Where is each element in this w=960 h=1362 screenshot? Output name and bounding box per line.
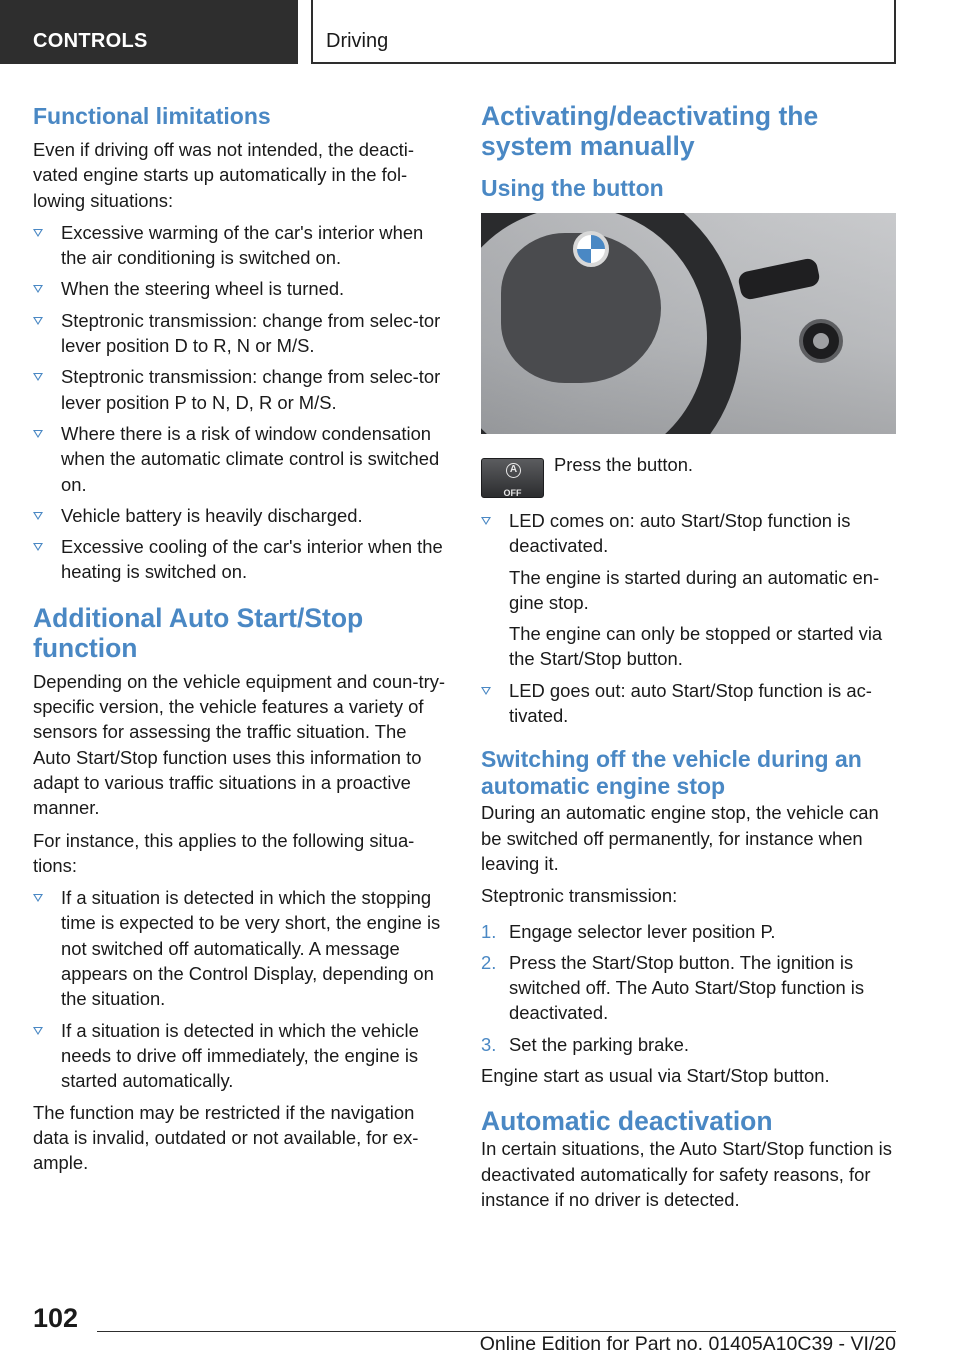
list-item: 3. Set the parking brake. — [481, 1033, 689, 1055]
triangle-bullet-icon — [33, 430, 43, 438]
chapter-title: Driving — [326, 30, 389, 52]
list-item: If a situation is detected in which the vehicle needs to drive off immediately, the engine is started automatically. — [33, 1018, 448, 1094]
triangle-bullet-icon — [481, 687, 491, 695]
list-item: LED goes out: auto Start/Stop function is ac-tivated. — [481, 678, 896, 729]
left-column — [33, 101, 448, 1182]
chapter-tab — [311, 0, 896, 64]
press-button-row — [481, 452, 896, 498]
list-item: When the steering wheel is turned. — [33, 276, 448, 301]
list-item: Steptronic transmission: change from selec-tor lever position D to R, N or M/S. — [33, 308, 448, 359]
additional-function-heading: Additional Auto Start/Stop function — [33, 602, 364, 663]
footer-divider — [97, 1331, 896, 1332]
triangle-bullet-icon — [33, 229, 43, 237]
start-stop-button-icon — [799, 319, 843, 363]
automatic-deactivation-para: In certain situations, the Auto Start/Stop function is deactivated automatically for safety reasons, for instance if no driver is detected. — [481, 1138, 892, 1210]
list-item: LED comes on: auto Start/Stop function is deactivated. The engine is started during an automatic en-gine stop. The engine can only be stopped or started via the Start/Stop button. — [481, 508, 896, 672]
list-item: Where there is a risk of window condensation when the automatic climate control is switched on. — [33, 421, 448, 497]
steering-wheel-photo — [481, 213, 896, 434]
triangle-bullet-icon — [481, 517, 491, 525]
edition-note: Online Edition for Part no. 01405A10C39 - VI/20 — [479, 1333, 896, 1355]
manual-heading: Activating/deactivating the system manually — [481, 101, 819, 161]
switching-off-heading: Switching off the vehicle during an automatic engine stop — [481, 746, 862, 800]
list-item: Vehicle battery is heavily discharged. — [33, 503, 448, 528]
triangle-bullet-icon — [33, 1027, 43, 1035]
additional-para-2: For instance, this applies to the following situa-tions: — [33, 829, 415, 876]
switching-off-para-1: During an automatic engine stop, the vehicle can be switched off permanently, for instance when leaving it. — [481, 802, 879, 874]
steps-list — [481, 919, 896, 1057]
switching-off-para-3: Engine start as usual via Start/Stop button. — [481, 1065, 830, 1087]
triangle-bullet-icon — [33, 894, 43, 902]
triangle-bullet-icon — [33, 512, 43, 520]
auto-start-stop-off-icon: A OFF — [481, 458, 544, 498]
list-item: 1. Engage selector lever position P. — [481, 920, 776, 942]
functional-limitations-intro: Even if driving off was not intended, the deacti-vated engine starts up automatically in the fol-lowing situations: — [33, 139, 414, 211]
automatic-deactivation-heading: Automatic deactivation — [481, 1106, 773, 1137]
list-item: Steptronic transmission: change from selec-tor lever position P to N, D, R or M/S. — [33, 364, 448, 415]
led-list — [481, 508, 896, 728]
list-item: Excessive warming of the car's interior when the air conditioning is switched on. — [33, 220, 448, 271]
brand-logo-icon — [573, 231, 609, 267]
using-button-heading: Using the button — [481, 175, 664, 201]
functional-limitations-list — [33, 220, 448, 585]
triangle-bullet-icon — [33, 285, 43, 293]
additional-para-1: Depending on the vehicle equipment and coun-try-specific version, the vehicle features a variety of sensors for assessing the traffic situation. The Auto Start/Stop function uses this information to adapt to various traffic situations in a proactive manner. — [33, 670, 446, 819]
additional-para-3: The function may be restricted if the navigation data is invalid, outdated or not available, for ex-ample. — [33, 1101, 419, 1174]
page-number: 102 — [33, 1303, 79, 1333]
switching-off-para-2: Steptronic transmission: — [481, 885, 678, 907]
press-button-text: Press the button. — [554, 454, 694, 475]
triangle-bullet-icon — [33, 317, 43, 325]
additional-list — [33, 885, 448, 1093]
triangle-bullet-icon — [33, 373, 43, 381]
section-title: CONTROLS — [33, 30, 148, 52]
functional-limitations-heading: Functional limitations — [33, 103, 271, 129]
list-item: If a situation is detected in which the stopping time is expected to be very short, the engine is not switched off automatically. A message appears on the Control Display, depending on the situation. — [33, 885, 448, 1011]
right-column — [481, 101, 896, 1219]
list-item: 2. Press the Start/Stop button. The ignition is switched off. The Auto Start/Stop function is deactivated. — [481, 951, 865, 1024]
list-item: Excessive cooling of the car's interior when the heating is switched on. — [33, 534, 448, 585]
section-tab — [0, 0, 298, 64]
triangle-bullet-icon — [33, 543, 43, 551]
